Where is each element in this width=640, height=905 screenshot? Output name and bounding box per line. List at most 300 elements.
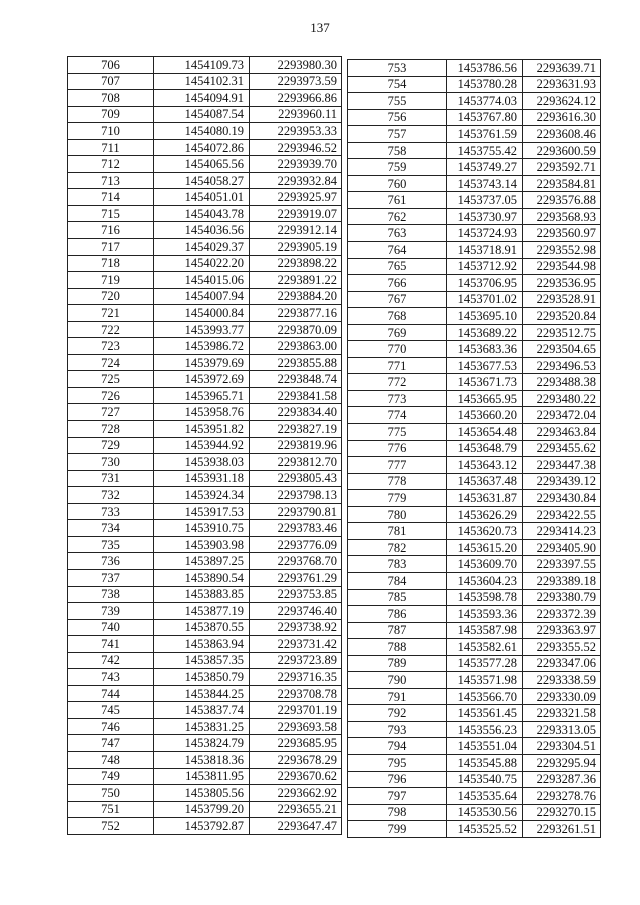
point-number-cell: 798 (348, 804, 447, 821)
point-number-cell: 759 (348, 159, 447, 176)
y-coordinate-cell: 2293472.04 (523, 407, 601, 424)
point-number-cell: 725 (68, 371, 154, 388)
point-number-cell: 732 (68, 487, 154, 504)
y-coordinate-cell: 2293841.58 (250, 387, 342, 404)
table-row (348, 788, 601, 805)
table-row (348, 556, 601, 573)
y-coordinate-cell: 2293616.30 (523, 109, 601, 126)
x-coordinate-cell: 1453749.27 (447, 159, 523, 176)
x-coordinate-cell: 1453545.88 (447, 754, 523, 771)
table-row (348, 374, 601, 391)
table-row (348, 473, 601, 490)
table-row (68, 470, 342, 487)
y-coordinate-cell: 2293973.59 (250, 73, 342, 90)
x-coordinate-cell: 1453525.52 (447, 821, 523, 838)
table-row (348, 523, 601, 540)
y-coordinate-cell: 2293678.29 (250, 751, 342, 768)
point-number-cell: 767 (348, 291, 447, 308)
point-number-cell: 785 (348, 589, 447, 606)
y-coordinate-cell: 2293919.07 (250, 205, 342, 222)
table-row (348, 126, 601, 143)
x-coordinate-cell: 1453551.04 (447, 738, 523, 755)
table-row (348, 76, 601, 93)
table-row (348, 109, 601, 126)
y-coordinate-cell: 2293278.76 (523, 788, 601, 805)
y-coordinate-cell: 2293560.97 (523, 225, 601, 242)
y-coordinate-cell: 2293389.18 (523, 572, 601, 589)
x-coordinate-cell: 1453593.36 (447, 606, 523, 623)
point-number-cell: 726 (68, 387, 154, 404)
x-coordinate-cell: 1454080.19 (154, 123, 250, 140)
point-number-cell: 748 (68, 751, 154, 768)
point-number-cell: 722 (68, 321, 154, 338)
point-number-cell: 707 (68, 73, 154, 90)
y-coordinate-cell: 2293953.33 (250, 123, 342, 140)
x-coordinate-cell: 1453890.54 (154, 569, 250, 586)
y-coordinate-cell: 2293496.53 (523, 357, 601, 374)
y-coordinate-cell: 2293898.22 (250, 255, 342, 272)
y-coordinate-cell: 2293422.55 (523, 506, 601, 523)
x-coordinate-cell: 1453931.18 (154, 470, 250, 487)
table-row (348, 424, 601, 441)
y-coordinate-cell: 2293363.97 (523, 622, 601, 639)
point-number-cell: 788 (348, 639, 447, 656)
x-coordinate-cell: 1453965.71 (154, 387, 250, 404)
x-coordinate-cell: 1453695.10 (447, 308, 523, 325)
page-number: 137 (310, 20, 330, 35)
table-row (68, 321, 342, 338)
y-coordinate-cell: 2293812.70 (250, 454, 342, 471)
y-coordinate-cell: 2293662.92 (250, 785, 342, 802)
x-coordinate-cell: 1454072.86 (154, 139, 250, 156)
x-coordinate-cell: 1453799.20 (154, 801, 250, 818)
y-coordinate-cell: 2293544.98 (523, 258, 601, 275)
table-row (68, 354, 342, 371)
table-row (348, 672, 601, 689)
x-coordinate-cell: 1454029.37 (154, 239, 250, 256)
y-coordinate-cell: 2293330.09 (523, 688, 601, 705)
table-row (68, 189, 342, 206)
x-coordinate-cell: 1453951.82 (154, 421, 250, 438)
y-coordinate-cell: 2293536.95 (523, 275, 601, 292)
point-number-cell: 706 (68, 57, 154, 74)
y-coordinate-cell: 2293753.85 (250, 586, 342, 603)
y-coordinate-cell: 2293270.15 (523, 804, 601, 821)
table-row (348, 821, 601, 838)
point-number-cell: 747 (68, 735, 154, 752)
x-coordinate-cell: 1453571.98 (447, 672, 523, 689)
x-coordinate-cell: 1453870.55 (154, 619, 250, 636)
x-coordinate-cell: 1453780.28 (447, 76, 523, 93)
table-row (348, 242, 601, 259)
point-number-cell: 723 (68, 338, 154, 355)
y-coordinate-cell: 2293848.74 (250, 371, 342, 388)
y-coordinate-cell: 2293746.40 (250, 603, 342, 620)
x-coordinate-cell: 1453648.79 (447, 440, 523, 457)
point-number-cell: 735 (68, 536, 154, 553)
point-number-cell: 774 (348, 407, 447, 424)
table-row (348, 357, 601, 374)
y-coordinate-cell: 2293790.81 (250, 503, 342, 520)
table-row (348, 754, 601, 771)
x-coordinate-cell: 1453587.98 (447, 622, 523, 639)
table-row (348, 208, 601, 225)
point-number-cell: 734 (68, 520, 154, 537)
x-coordinate-cell: 1453737.05 (447, 192, 523, 209)
x-coordinate-cell: 1453811.95 (154, 768, 250, 785)
point-number-cell: 716 (68, 222, 154, 239)
table-row (68, 503, 342, 520)
x-coordinate-cell: 1453689.22 (447, 324, 523, 341)
table-row (68, 553, 342, 570)
x-coordinate-cell: 1454036.56 (154, 222, 250, 239)
table-row (348, 705, 601, 722)
point-number-cell: 713 (68, 172, 154, 189)
y-coordinate-cell: 2293905.19 (250, 239, 342, 256)
y-coordinate-cell: 2293520.84 (523, 308, 601, 325)
point-number-cell: 738 (68, 586, 154, 603)
x-coordinate-cell: 1453631.87 (447, 490, 523, 507)
x-coordinate-cell: 1453818.36 (154, 751, 250, 768)
y-coordinate-cell: 2293761.29 (250, 569, 342, 586)
point-number-cell: 730 (68, 454, 154, 471)
y-coordinate-cell: 2293261.51 (523, 821, 601, 838)
table-row (68, 685, 342, 702)
y-coordinate-cell: 2293414.23 (523, 523, 601, 540)
x-coordinate-cell: 1453831.25 (154, 718, 250, 735)
point-number-cell: 729 (68, 437, 154, 454)
table-row (68, 437, 342, 454)
table-row (348, 275, 601, 292)
y-coordinate-cell: 2293863.00 (250, 338, 342, 355)
y-coordinate-cell: 2293738.92 (250, 619, 342, 636)
x-coordinate-cell: 1454094.91 (154, 90, 250, 107)
x-coordinate-cell: 1453944.92 (154, 437, 250, 454)
x-coordinate-cell: 1453792.87 (154, 818, 250, 835)
point-number-cell: 727 (68, 404, 154, 421)
x-coordinate-cell: 1453643.12 (447, 457, 523, 474)
x-coordinate-cell: 1453654.48 (447, 424, 523, 441)
point-number-cell: 789 (348, 655, 447, 672)
point-number-cell: 770 (348, 341, 447, 358)
table-row (68, 768, 342, 785)
point-number-cell: 762 (348, 208, 447, 225)
x-coordinate-cell: 1453805.56 (154, 785, 250, 802)
table-row (348, 93, 601, 110)
table-body (68, 57, 342, 835)
x-coordinate-cell: 1453712.92 (447, 258, 523, 275)
y-coordinate-cell: 2293608.46 (523, 126, 601, 143)
table-row (68, 156, 342, 173)
table-row (68, 123, 342, 140)
x-coordinate-cell: 1453530.56 (447, 804, 523, 821)
y-coordinate-cell: 2293647.47 (250, 818, 342, 835)
x-coordinate-cell: 1453755.42 (447, 142, 523, 159)
table-row (68, 801, 342, 818)
table-row (68, 172, 342, 189)
table-row (348, 457, 601, 474)
y-coordinate-cell: 2293708.78 (250, 685, 342, 702)
y-coordinate-cell: 2293912.14 (250, 222, 342, 239)
point-number-cell: 719 (68, 272, 154, 289)
point-number-cell: 786 (348, 606, 447, 623)
table-row (68, 586, 342, 603)
point-number-cell: 736 (68, 553, 154, 570)
x-coordinate-cell: 1454058.27 (154, 172, 250, 189)
y-coordinate-cell: 2293512.75 (523, 324, 601, 341)
point-number-cell: 717 (68, 239, 154, 256)
table-row (68, 487, 342, 504)
point-number-cell: 795 (348, 754, 447, 771)
point-number-cell: 751 (68, 801, 154, 818)
y-coordinate-cell: 2293819.96 (250, 437, 342, 454)
table-row (348, 688, 601, 705)
point-number-cell: 744 (68, 685, 154, 702)
x-coordinate-cell: 1453844.25 (154, 685, 250, 702)
y-coordinate-cell: 2293805.43 (250, 470, 342, 487)
x-coordinate-cell: 1453986.72 (154, 338, 250, 355)
point-number-cell: 731 (68, 470, 154, 487)
point-number-cell: 733 (68, 503, 154, 520)
table-row (348, 225, 601, 242)
y-coordinate-cell: 2293584.81 (523, 175, 601, 192)
y-coordinate-cell: 2293287.36 (523, 771, 601, 788)
x-coordinate-cell: 1453761.59 (447, 126, 523, 143)
y-coordinate-cell: 2293932.84 (250, 172, 342, 189)
point-number-cell: 720 (68, 288, 154, 305)
x-coordinate-cell: 1453724.93 (447, 225, 523, 242)
y-coordinate-cell: 2293891.22 (250, 272, 342, 289)
y-coordinate-cell: 2293488.38 (523, 374, 601, 391)
table-row (68, 536, 342, 553)
x-coordinate-cell: 1453577.28 (447, 655, 523, 672)
table-row (348, 341, 601, 358)
y-coordinate-cell: 2293439.12 (523, 473, 601, 490)
table-row (348, 506, 601, 523)
point-number-cell: 739 (68, 603, 154, 620)
table-row (348, 175, 601, 192)
x-coordinate-cell: 1454007.94 (154, 288, 250, 305)
table-row (68, 305, 342, 322)
table-row (348, 258, 601, 275)
table-row (68, 139, 342, 156)
point-number-cell: 799 (348, 821, 447, 838)
y-coordinate-cell: 2293966.86 (250, 90, 342, 107)
table-row (68, 735, 342, 752)
table-row (348, 159, 601, 176)
y-coordinate-cell: 2293347.06 (523, 655, 601, 672)
point-number-cell: 784 (348, 572, 447, 589)
x-coordinate-cell: 1454043.78 (154, 205, 250, 222)
point-number-cell: 765 (348, 258, 447, 275)
y-coordinate-cell: 2293870.09 (250, 321, 342, 338)
table-row (348, 390, 601, 407)
point-number-cell: 752 (68, 818, 154, 835)
x-coordinate-cell: 1453938.03 (154, 454, 250, 471)
table-row (68, 785, 342, 802)
table-row (68, 387, 342, 404)
x-coordinate-cell: 1453767.80 (447, 109, 523, 126)
y-coordinate-cell: 2293295.94 (523, 754, 601, 771)
y-coordinate-cell: 2293670.62 (250, 768, 342, 785)
table-row (68, 751, 342, 768)
y-coordinate-cell: 2293693.58 (250, 718, 342, 735)
y-coordinate-cell: 2293576.88 (523, 192, 601, 209)
point-number-cell: 709 (68, 106, 154, 123)
table-row (68, 205, 342, 222)
table-row (348, 440, 601, 457)
x-coordinate-cell: 1453706.95 (447, 275, 523, 292)
point-number-cell: 778 (348, 473, 447, 490)
table-row (68, 421, 342, 438)
y-coordinate-cell: 2293877.16 (250, 305, 342, 322)
point-number-cell: 769 (348, 324, 447, 341)
table-row (348, 721, 601, 738)
point-number-cell: 718 (68, 255, 154, 272)
y-coordinate-cell: 2293304.51 (523, 738, 601, 755)
point-number-cell: 763 (348, 225, 447, 242)
y-coordinate-cell: 2293480.22 (523, 390, 601, 407)
x-coordinate-cell: 1453903.98 (154, 536, 250, 553)
point-number-cell: 790 (348, 672, 447, 689)
point-number-cell: 728 (68, 421, 154, 438)
table-row (68, 371, 342, 388)
point-number-cell: 777 (348, 457, 447, 474)
table-row (68, 57, 342, 74)
x-coordinate-cell: 1454051.01 (154, 189, 250, 206)
table-body (348, 60, 601, 838)
x-coordinate-cell: 1453677.53 (447, 357, 523, 374)
y-coordinate-cell: 2293600.59 (523, 142, 601, 159)
y-coordinate-cell: 2293380.79 (523, 589, 601, 606)
x-coordinate-cell: 1453566.70 (447, 688, 523, 705)
table-row (348, 655, 601, 672)
point-number-cell: 782 (348, 539, 447, 556)
table-row (348, 490, 601, 507)
coordinates-table-right (347, 59, 601, 838)
x-coordinate-cell: 1454022.20 (154, 255, 250, 272)
table-row (68, 569, 342, 586)
table-row (68, 404, 342, 421)
y-coordinate-cell: 2293701.19 (250, 702, 342, 719)
table-row (68, 669, 342, 686)
x-coordinate-cell: 1453993.77 (154, 321, 250, 338)
x-coordinate-cell: 1453683.36 (447, 341, 523, 358)
table-row (68, 818, 342, 835)
x-coordinate-cell: 1454065.56 (154, 156, 250, 173)
x-coordinate-cell: 1453615.20 (447, 539, 523, 556)
x-coordinate-cell: 1453582.61 (447, 639, 523, 656)
table-row (348, 407, 601, 424)
x-coordinate-cell: 1453897.25 (154, 553, 250, 570)
y-coordinate-cell: 2293776.09 (250, 536, 342, 553)
point-number-cell: 776 (348, 440, 447, 457)
table-row (68, 636, 342, 653)
point-number-cell: 781 (348, 523, 447, 540)
table-row (68, 619, 342, 636)
y-coordinate-cell: 2293624.12 (523, 93, 601, 110)
y-coordinate-cell: 2293321.58 (523, 705, 601, 722)
x-coordinate-cell: 1453665.95 (447, 390, 523, 407)
y-coordinate-cell: 2293568.93 (523, 208, 601, 225)
x-coordinate-cell: 1453671.73 (447, 374, 523, 391)
y-coordinate-cell: 2293430.84 (523, 490, 601, 507)
y-coordinate-cell: 2293827.19 (250, 421, 342, 438)
table-row (348, 738, 601, 755)
y-coordinate-cell: 2293723.89 (250, 652, 342, 669)
point-number-cell: 787 (348, 622, 447, 639)
point-number-cell: 740 (68, 619, 154, 636)
x-coordinate-cell: 1453863.94 (154, 636, 250, 653)
point-number-cell: 712 (68, 156, 154, 173)
y-coordinate-cell: 2293768.70 (250, 553, 342, 570)
x-coordinate-cell: 1453877.19 (154, 603, 250, 620)
table-row (68, 454, 342, 471)
y-coordinate-cell: 2293685.95 (250, 735, 342, 752)
y-coordinate-cell: 2293631.93 (523, 76, 601, 93)
x-coordinate-cell: 1454087.54 (154, 106, 250, 123)
y-coordinate-cell: 2293372.39 (523, 606, 601, 623)
table-row (348, 308, 601, 325)
y-coordinate-cell: 2293313.05 (523, 721, 601, 738)
y-coordinate-cell: 2293884.20 (250, 288, 342, 305)
y-coordinate-cell: 2293463.84 (523, 424, 601, 441)
y-coordinate-cell: 2293397.55 (523, 556, 601, 573)
x-coordinate-cell: 1453910.75 (154, 520, 250, 537)
table-row (68, 288, 342, 305)
point-number-cell: 780 (348, 506, 447, 523)
y-coordinate-cell: 2293946.52 (250, 139, 342, 156)
table-row (348, 606, 601, 623)
x-coordinate-cell: 1453535.64 (447, 788, 523, 805)
y-coordinate-cell: 2293798.13 (250, 487, 342, 504)
point-number-cell: 721 (68, 305, 154, 322)
point-number-cell: 753 (348, 60, 447, 77)
y-coordinate-cell: 2293834.40 (250, 404, 342, 421)
table-row (68, 272, 342, 289)
point-number-cell: 745 (68, 702, 154, 719)
x-coordinate-cell: 1453604.23 (447, 572, 523, 589)
table-row (348, 324, 601, 341)
point-number-cell: 750 (68, 785, 154, 802)
table-row (68, 603, 342, 620)
table-row (348, 622, 601, 639)
y-coordinate-cell: 2293338.59 (523, 672, 601, 689)
table-row (68, 702, 342, 719)
table-row (68, 718, 342, 735)
table-row (68, 106, 342, 123)
x-coordinate-cell: 1453774.03 (447, 93, 523, 110)
point-number-cell: 741 (68, 636, 154, 653)
point-number-cell: 783 (348, 556, 447, 573)
y-coordinate-cell: 2293405.90 (523, 539, 601, 556)
table-row (348, 60, 601, 77)
x-coordinate-cell: 1453609.70 (447, 556, 523, 573)
x-coordinate-cell: 1453626.29 (447, 506, 523, 523)
x-coordinate-cell: 1453561.45 (447, 705, 523, 722)
point-number-cell: 796 (348, 771, 447, 788)
x-coordinate-cell: 1453718.91 (447, 242, 523, 259)
y-coordinate-cell: 2293960.11 (250, 106, 342, 123)
table-row (68, 222, 342, 239)
y-coordinate-cell: 2293783.46 (250, 520, 342, 537)
point-number-cell: 754 (348, 76, 447, 93)
point-number-cell: 749 (68, 768, 154, 785)
x-coordinate-cell: 1453924.34 (154, 487, 250, 504)
x-coordinate-cell: 1453837.74 (154, 702, 250, 719)
point-number-cell: 764 (348, 242, 447, 259)
y-coordinate-cell: 2293925.97 (250, 189, 342, 206)
